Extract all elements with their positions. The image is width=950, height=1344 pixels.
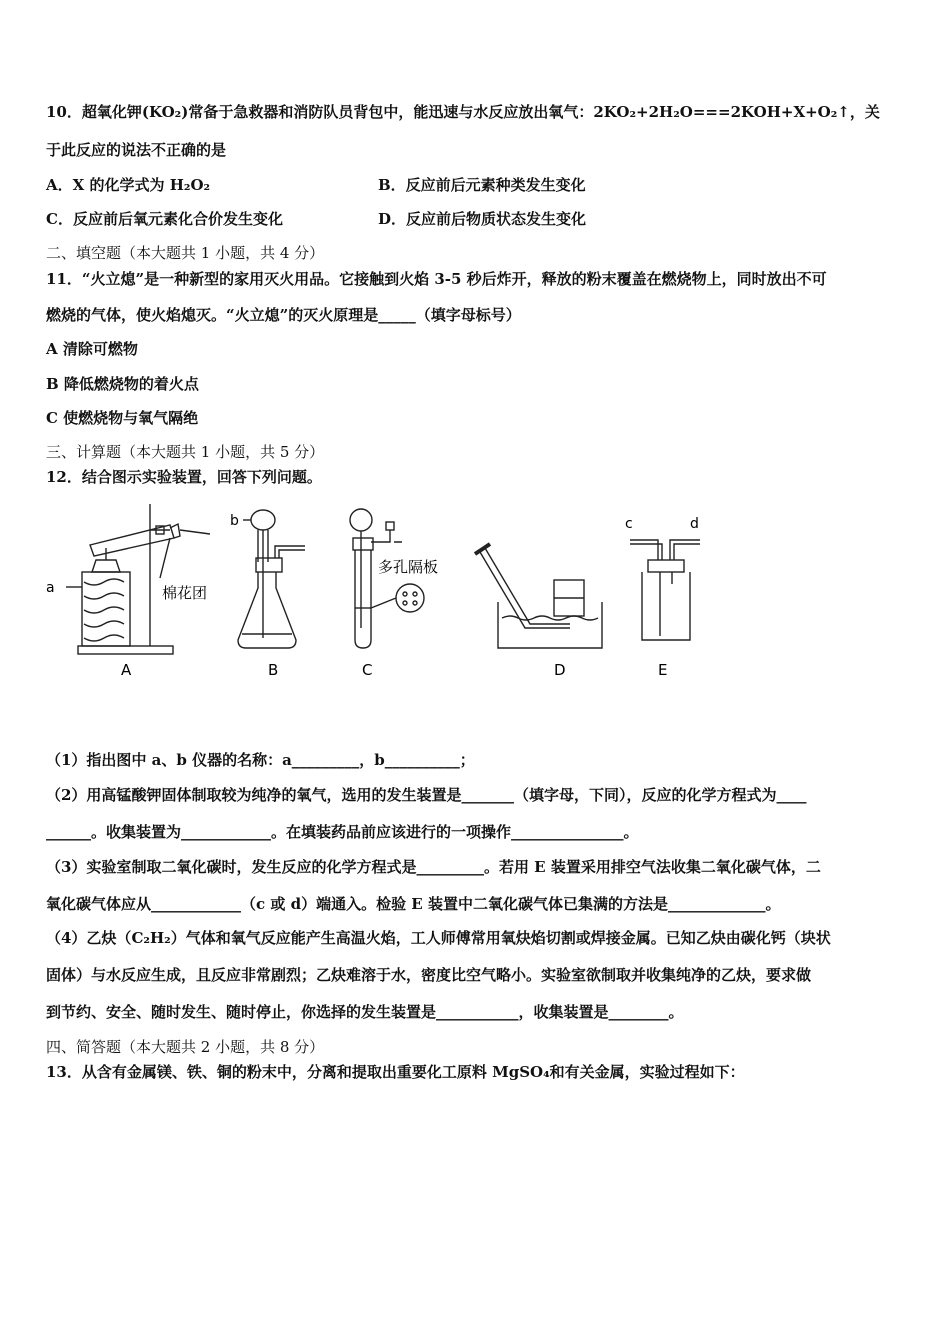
label-a: a	[46, 580, 55, 596]
q12-part1: （1）指出图中 a、b 仪器的名称：a_________，b__________；	[46, 751, 475, 769]
q10-option-c: C．反应前后氧元素化合价发生变化	[46, 210, 283, 228]
q11-line1: 11．“火立熄”是一种新型的家用灭火用品。它接触到火焰 3-5 秒后炸开，释放的粉末覆盖在燃烧物上，同时放出不可	[46, 270, 827, 288]
apparatus-c	[350, 509, 424, 648]
q11-option-b: B 降低燃烧物的着火点	[46, 375, 199, 393]
q11-option-c: C 使燃烧物与氧气隔绝	[46, 409, 199, 427]
q10-line2: 于此反应的说法不正确的是	[46, 141, 227, 159]
apparatus-a	[66, 504, 210, 654]
q12-part3-line1: （3）实验室制取二氧化碳时，发生反应的化学方程式是_________。若用 E 装置采用排空气法收集二氧化碳气体，二	[46, 858, 821, 876]
caption-a: A	[121, 661, 132, 679]
q12-part2-line1: （2）用高锰酸钾固体制取较为纯净的氧气，选用的发生装置是_______（填字母，下同），反应的化学方程式为____	[46, 786, 807, 804]
q12-stem: 12．结合图示实验装置，回答下列问题。	[46, 468, 322, 486]
apparatus-b	[238, 510, 305, 648]
label-b: b	[230, 513, 239, 529]
q10-option-a: A．X 的化学式为 H₂O₂	[46, 176, 211, 194]
section-4-heading: 四、简答题（本大题共 2 小题，共 8 分）	[46, 1038, 325, 1056]
caption-b: B	[268, 661, 279, 679]
section-2-heading: 二、填空题（本大题共 1 小题，共 4 分）	[46, 244, 325, 262]
caption-e: E	[658, 661, 668, 679]
caption-d: D	[554, 661, 566, 679]
caption-c: C	[362, 661, 373, 679]
label-d: d	[690, 516, 699, 532]
q12-part4-line2: 固体）与水反应生成，且反应非常剧烈；乙炔难溶于水，密度比空气略小。实验室欲制取并收集纯净的乙炔，要求做	[46, 966, 812, 984]
q11-option-a: A 清除可燃物	[46, 340, 138, 358]
q10-line1: 10．超氧化钾(KO₂)常备于急救器和消防队员背包中，能迅速与水反应放出氧气：2KO₂+2H₂O===2KOH+X+O₂↑，关	[46, 103, 880, 121]
apparatus-e	[630, 540, 700, 640]
q13-stem: 13．从含有金属镁、铁、铜的粉末中，分离和提取出重要化工原料 MgSO₄和有关金属，实验过程如下：	[46, 1063, 745, 1081]
q12-part4-line3: 到节约、安全、随时发生、随时停止，你选择的发生装置是___________，收集装置是________。	[46, 1003, 684, 1021]
section-3-heading: 三、计算题（本大题共 1 小题，共 5 分）	[46, 443, 325, 461]
label-c: c	[625, 516, 633, 532]
q12-part3-line2: 氧化碳气体应从____________（c 或 d）端通入。检验 E 装置中二氧化碳气体已集满的方法是_____________。	[46, 895, 781, 913]
porous-plate-label: 多孔隔板	[378, 558, 439, 576]
apparatus-figure	[46, 500, 720, 682]
q10-option-d: D．反应前后物质状态发生变化	[378, 210, 587, 228]
q11-line2: 燃烧的气体，使火焰熄灭。“火立熄”的灭火原理是_____（填字母标号）	[46, 306, 521, 324]
apparatus-d	[475, 544, 602, 648]
q10-option-b: B．反应前后元素种类发生变化	[378, 176, 586, 194]
q12-part2-line2: ______。收集装置为____________。在填装药品前应该进行的一项操作_______________。	[46, 823, 639, 841]
q12-part4-line1: （4）乙炔（C₂H₂）气体和氧气反应能产生高温火焰，工人师傅常用氧炔焰切割或焊接金属。已知乙炔由碳化钙（块状	[46, 929, 831, 947]
cotton-label: 棉花团	[162, 584, 208, 602]
